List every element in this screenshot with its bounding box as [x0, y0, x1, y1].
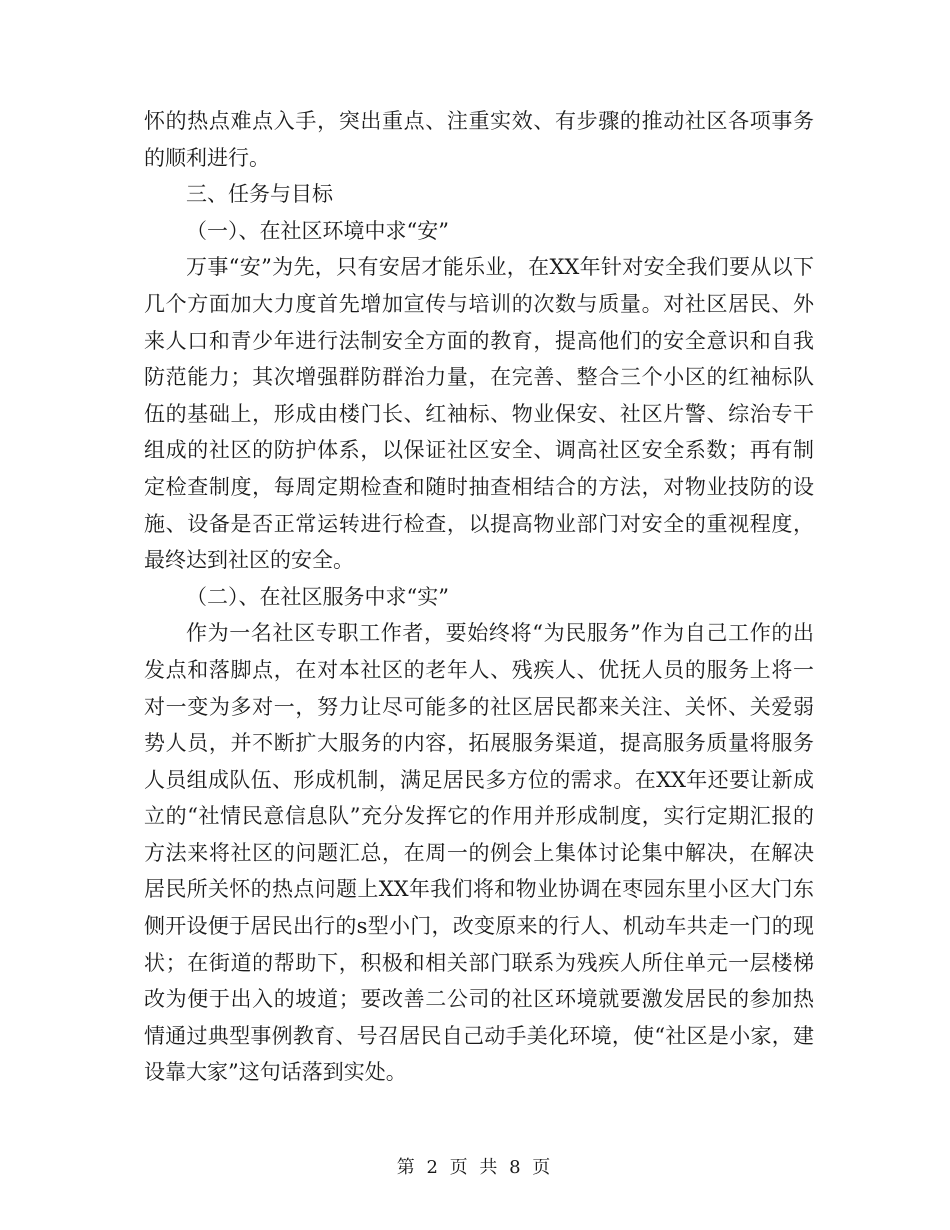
- subheading-environment-safety: （一）、在社区环境中求“安”: [186, 218, 449, 243]
- paragraph-service: 作为一名社区专职工作者，要始终将“为民服务”作为自己工作的出发点和落脚点，在对本社区的老年人、残疾人、优抚人员的服务上将一对一变为多对一，努力让尽可能多的社区居民都来关注、关怀、关爱弱势人员，并不断扩大服务的内容，拓展服务渠道，提高服务质量将服务人员组成队伍、形成机制，满足居民多方位的需求。在XX年还要让新成立的“社情民意信息队”充分发挥它的作用并形成制度，实行定期汇报的方法来将社区的问题汇总，在周一的例会上集体讨论集中解决，在解决居民所关怀的热点问题上XX年我们将和物业协调在枣园东里小区大门东侧开设便于居民出行的s型小门，改变原来的行人、机动车共走一门的现状；在街道的帮助下，积极和相关部门联系为残疾人所住单元一层楼梯改为便于出入的坡道；要改善二公司的社区环境就要激发居民的参加热情通过典型事例教育、号召居民自己动手美化环境，使“社区是小家，建设靠大家”这句话落到实处。: [144, 621, 814, 1085]
- document-body: [144, 103, 814, 1091]
- paragraph-continuation: 怀的热点难点入手，突出重点、注重实效、有步骤的推动社区各项事务的顺利进行。: [144, 109, 814, 170]
- paragraph-safety: 万事“安”为先，只有安居才能乐业，在XX年针对安全我们要从以下几个方面加大力度首先增加宣传与培训的次数与质量。对社区居民、外来人口和青少年进行法制安全方面的教育，提高他们的安全意识和自我防范能力；其次增强群防群治力量，在完善、整合三个小区的红袖标队伍的基础上，形成由楼门长、红袖标、物业保安、社区片警、综治专干组成的社区的防护体系，以保证社区安全、调高社区安全系数；再有制定检查制度，每周定期检查和随时抽查相结合的方法，对物业技防的设施、设备是否正常运转进行检查，以提高物业部门对安全的重视程度，最终达到社区的安全。: [144, 255, 814, 573]
- section-heading-tasks-goals: 三、任务与目标: [186, 182, 333, 207]
- page-number-footer: 第 2 页 共 8 页: [396, 1157, 554, 1178]
- subheading-service-practical: （二）、在社区服务中求“实”: [186, 584, 449, 609]
